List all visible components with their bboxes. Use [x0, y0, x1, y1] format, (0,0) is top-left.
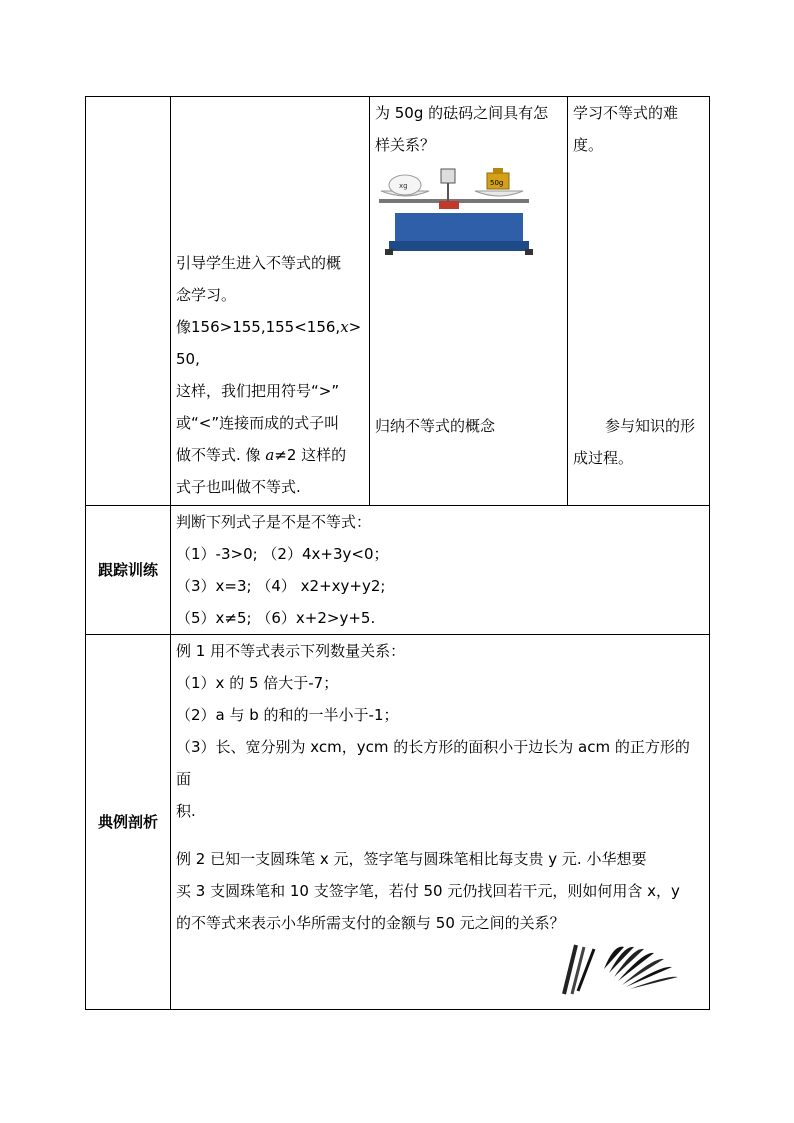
ex1-line-3: （2）a 与 b 的和的一半小于-1； — [176, 706, 399, 724]
pens-image — [176, 939, 704, 1009]
example-content — [171, 635, 710, 1010]
ex1-line-4: （3）长、宽分别为 xcm，ycm 的长方形的面积小于边长为 acm 的正方形的面 — [176, 738, 690, 788]
example-label: 典例剖析 — [86, 635, 171, 1010]
training-line-3: （3）x=3; （4） x2+xy+y2; — [176, 577, 386, 595]
question-line-2: 样关系？ — [375, 136, 436, 154]
guide-line-2: 念学习。 — [176, 286, 237, 304]
guide-line-3: 像156>155,155<156,x>50, — [176, 318, 362, 368]
ex1-line-5: 积. — [176, 802, 196, 820]
example-row — [86, 635, 710, 1010]
question-line-1: 为 50g 的砝码之间具有怎 — [375, 104, 549, 122]
lesson-table — [85, 96, 710, 1010]
ex2-line-1: 例 2 已知一支圆珠笔 x 元，签字笔与圆珠笔相比每支贵 y 元. 小华想要 — [176, 850, 647, 868]
guide-cell — [171, 97, 370, 506]
participate-line-2: 成过程。 — [573, 449, 634, 467]
guide-line-4: 这样，我们把用符号“>” — [176, 382, 340, 400]
balance-scale-image — [375, 163, 562, 273]
balance-right-label: 50g — [490, 179, 504, 187]
balance-left-label: xg — [399, 182, 408, 190]
guide-line-6: 做不等式. 像 a≠2 这样的 — [176, 446, 347, 464]
guide-line-1: 引导学生进入不等式的概 — [176, 254, 342, 272]
purpose-line-2: 度。 — [573, 136, 604, 154]
participate-line-1: 参与知识的形 — [605, 417, 696, 435]
intro-stage-cell — [86, 97, 171, 506]
training-content — [171, 506, 710, 635]
training-label: 跟踪训练 — [86, 506, 171, 635]
guide-line-7: 式子也叫做不等式. — [176, 478, 301, 496]
guide-line-5: 或“<”连接而成的式子叫 — [176, 414, 340, 432]
training-line-4: （5）x≠5; （6）x+2>y+5. — [176, 609, 376, 627]
pens-icon — [554, 939, 684, 999]
ex1-line-1: 例 1 用不等式表示下列数量关系： — [176, 642, 406, 660]
ex2-line-2: 买 3 支圆珠笔和 10 支签字笔，若付 50 元仍找回若干元，则如何用含 x，y — [176, 882, 680, 900]
summary-text: 归纳不等式的概念 — [375, 417, 496, 435]
training-row — [86, 506, 710, 635]
ex1-line-2: （1）x 的 5 倍大于-7； — [176, 674, 339, 692]
training-line-1: 判断下列式子是不是不等式： — [176, 513, 372, 531]
purpose-cell — [568, 97, 710, 506]
intro-row — [86, 97, 710, 506]
purpose-line-1: 学习不等式的难 — [573, 104, 679, 122]
training-line-2: （1）-3>0; （2）4x+3y<0； — [176, 545, 389, 563]
ex2-line-3: 的不等式来表示小华所需支付的金额与 50 元之间的关系？ — [176, 914, 565, 932]
balance-scale-icon — [375, 163, 535, 263]
ex2-spacer — [176, 827, 704, 843]
question-cell — [370, 97, 568, 506]
